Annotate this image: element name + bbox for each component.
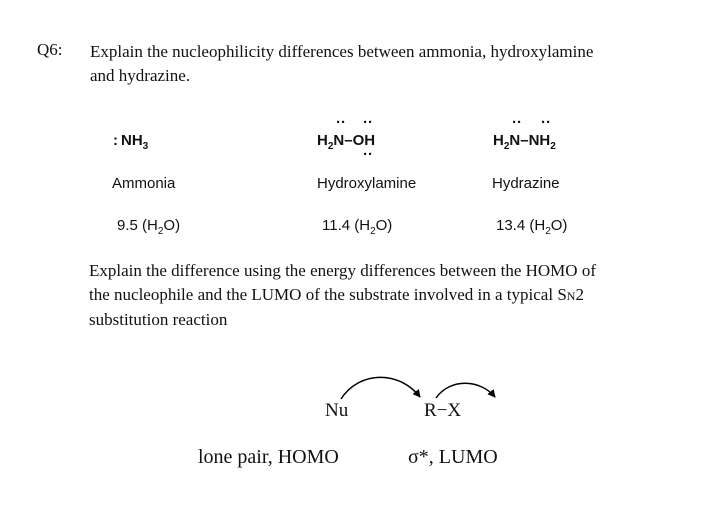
ammonia-structure: : $NH_3$ [113, 132, 149, 152]
ammonia-lone-pair: : [113, 132, 118, 149]
hydrazine-structure: $H_2N-NH_2$ [493, 132, 556, 152]
molecule-pka: 13.4 $(H_2O)$ [496, 217, 568, 237]
curved-arrow-nu-to-carbon [341, 377, 420, 399]
nucleophile-orbital-label: lone pair, HOMO [198, 446, 339, 468]
lone-pair-dots: ·· [512, 114, 522, 131]
molecule-name: Hydroxylamine [317, 175, 417, 192]
molecule-name: Ammonia [112, 175, 176, 192]
lone-pair-dots: ·· [363, 146, 373, 163]
lone-pair-dots: ·· [336, 114, 346, 131]
lone-pair-dots: ·· [541, 114, 551, 131]
explanation-line-3: substitution reaction [89, 310, 228, 329]
hydroxylamine-structure: $H_2N-OH$ [317, 132, 376, 152]
explanation-line-1: Explain the difference using the energy differences between the HOMO of [89, 261, 596, 280]
explanation-line-2: the nucleophile and the LUMO of the substrate involved in a typical SN2 [89, 285, 584, 304]
molecule-name: Hydrazine [492, 175, 560, 192]
nucleophile-label: Nu [325, 400, 349, 421]
question-number: Q6: [37, 40, 63, 59]
substrate-orbital-label: σ*, LUMO [408, 446, 498, 468]
question-line-1: Explain the nucleophilicity differences between ammonia, hydroxylamine [90, 42, 594, 61]
substrate-label: R−X [424, 400, 462, 421]
lone-pair-dots: ·· [363, 114, 373, 131]
curved-arrow-bond-to-x [436, 383, 495, 398]
molecule-pka: 9.5 $(H_2O)$ [117, 217, 181, 237]
molecule-pka: 11.4 $(H_2O)$ [322, 217, 393, 237]
question-line-2: and hydrazine. [90, 66, 191, 85]
